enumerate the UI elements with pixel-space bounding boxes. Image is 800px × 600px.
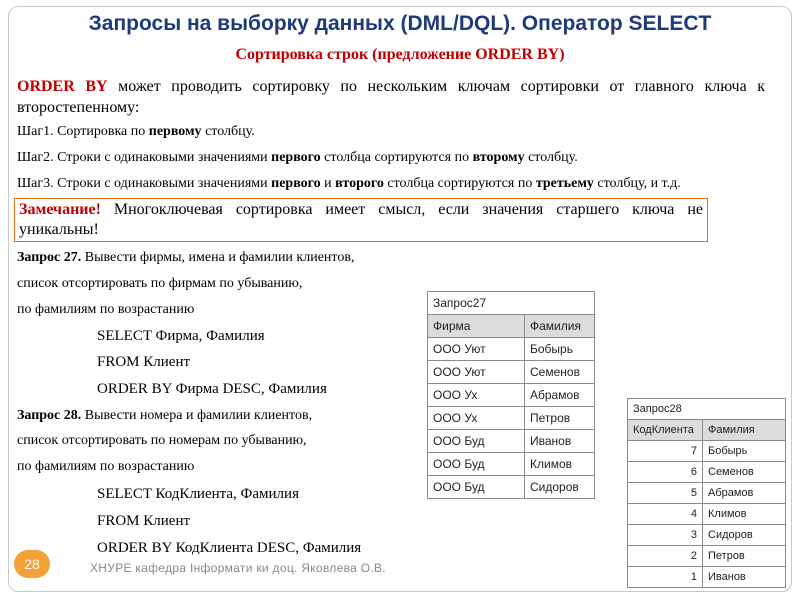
intro-text: может проводить сортировку по нескольким ключам сортировки от главного ключа к второстепенному: [17, 78, 765, 116]
table-cell: Сидоров [525, 476, 595, 499]
q27-label: Запрос 27. [17, 250, 82, 265]
column-header: Фамилия [525, 315, 595, 338]
footer-credit: ХНУРЕ кафедра Інформати ки доц. Яковлева О.В. [90, 561, 386, 575]
step-3-bold-2: второго [335, 176, 384, 191]
step-3-bold-1: первого [271, 176, 321, 191]
table-row [428, 384, 595, 407]
table-row [628, 462, 786, 483]
table-cell: ООО Буд [428, 453, 525, 476]
q28-sql-select: SELECT КодКлиента, Фамилия [97, 486, 299, 502]
table-cell: 5 [628, 483, 703, 504]
table-row [428, 338, 595, 361]
step-2-mid: столбца сортируются по [320, 150, 473, 165]
step-2 [17, 150, 578, 166]
table-caption: Запрос27 [428, 292, 595, 315]
table-cell: 2 [628, 546, 703, 567]
table-row [628, 441, 786, 462]
table-cell: ООО Буд [428, 430, 525, 453]
note-text: Многоключевая сортировка имеет смысл, если значения старшего ключа не уникальны! [19, 201, 703, 238]
q28-line-2: список отсортировать по номерам по убыванию, [17, 433, 307, 448]
step-3 [17, 176, 681, 192]
q28-label: Запрос 28. [17, 408, 82, 423]
table-cell: ООО Ух [428, 384, 525, 407]
q27-sql-from: FROM Клиент [97, 354, 191, 370]
slide-subtitle: Сортировка строк (предложение ORDER BY) [235, 46, 565, 63]
note-keyword: Замечание! [19, 201, 101, 218]
q27-line-3: по фамилиям по возрастанию [17, 302, 195, 317]
q27-sql-order: ORDER BY Фирма DESC, Фамилия [97, 381, 327, 397]
table-cell: 6 [628, 462, 703, 483]
slide-title: Запросы на выборку данных (DML/DQL). Оператор SELECT [88, 12, 712, 35]
step-3-tail: столбцу, и т.д. [593, 176, 681, 191]
q27-line-2: список отсортировать по фирмам по убыванию, [17, 276, 303, 291]
result-table-28 [627, 398, 786, 588]
q28-line-1 [17, 408, 312, 424]
column-header: Фамилия [703, 420, 786, 441]
q27-line-1 [17, 250, 354, 266]
table-cell: Бобырь [525, 338, 595, 361]
table-cell: Петров [525, 407, 595, 430]
q28-sql-order: ORDER BY КодКлиента DESC, Фамилия [97, 540, 362, 556]
table-row [628, 483, 786, 504]
q27-sql-select: SELECT Фирма, Фамилия [97, 328, 265, 344]
step-2-bold-2: второму [472, 150, 525, 165]
q28-line-3: по фамилиям по возрастанию [17, 459, 195, 474]
step-1 [17, 124, 255, 140]
table-cell: Иванов [703, 567, 786, 588]
page-number-badge: 28 [14, 550, 50, 578]
step-2-text: Шаг2. Строки с одинаковыми значениями [17, 150, 272, 165]
table-cell: 1 [628, 567, 703, 588]
q28-text-1: Вывести номера и фамилии клиентов, [81, 408, 313, 423]
table-cell: Иванов [525, 430, 595, 453]
step-3-mid-2: столбца сортируются по [383, 176, 536, 191]
table-row [428, 476, 595, 499]
table-cell: ООО Уют [428, 338, 525, 361]
step-3-text: Шаг3. Строки с одинаковыми значениями [17, 176, 272, 191]
step-1-bold: первому [148, 124, 202, 139]
table-row [628, 525, 786, 546]
q27-text-1: Вывести фирмы, имена и фамилии клиентов, [81, 250, 355, 265]
table-cell: Абрамов [525, 384, 595, 407]
table-row [428, 407, 595, 430]
table-cell: 3 [628, 525, 703, 546]
table-cell: ООО Уют [428, 361, 525, 384]
table-cell: Семенов [525, 361, 595, 384]
table-cell: Климов [703, 504, 786, 525]
table-cell: ООО Буд [428, 476, 525, 499]
table-cell: Бобырь [703, 441, 786, 462]
step-3-mid-1: и [320, 176, 336, 191]
table-cell: Сидоров [703, 525, 786, 546]
q28-sql-from: FROM Клиент [97, 513, 191, 529]
table-caption: Запрос28 [628, 399, 786, 420]
table-cell: Климов [525, 453, 595, 476]
table-row [628, 546, 786, 567]
intro-keyword: ORDER BY [17, 78, 108, 95]
table-cell: Семенов [703, 462, 786, 483]
table-row [628, 567, 786, 588]
column-header: КодКлиента [628, 420, 703, 441]
step-2-bold-1: первого [271, 150, 321, 165]
table-row [428, 430, 595, 453]
table-row [628, 504, 786, 525]
step-2-tail: столбцу. [524, 150, 578, 165]
step-3-bold-3: третьему [535, 176, 594, 191]
result-table-27 [427, 291, 595, 499]
table-cell: 7 [628, 441, 703, 462]
table-row [428, 453, 595, 476]
table-row [428, 361, 595, 384]
table-cell: ООО Ух [428, 407, 525, 430]
table-cell: Петров [703, 546, 786, 567]
table-cell: Абрамов [703, 483, 786, 504]
table-cell: 4 [628, 504, 703, 525]
step-1-tail: столбцу. [201, 124, 255, 139]
column-header: Фирма [428, 315, 525, 338]
step-1-text: Шаг1. Сортировка по [17, 124, 149, 139]
intro-paragraph [17, 76, 765, 118]
note-box [14, 198, 708, 242]
